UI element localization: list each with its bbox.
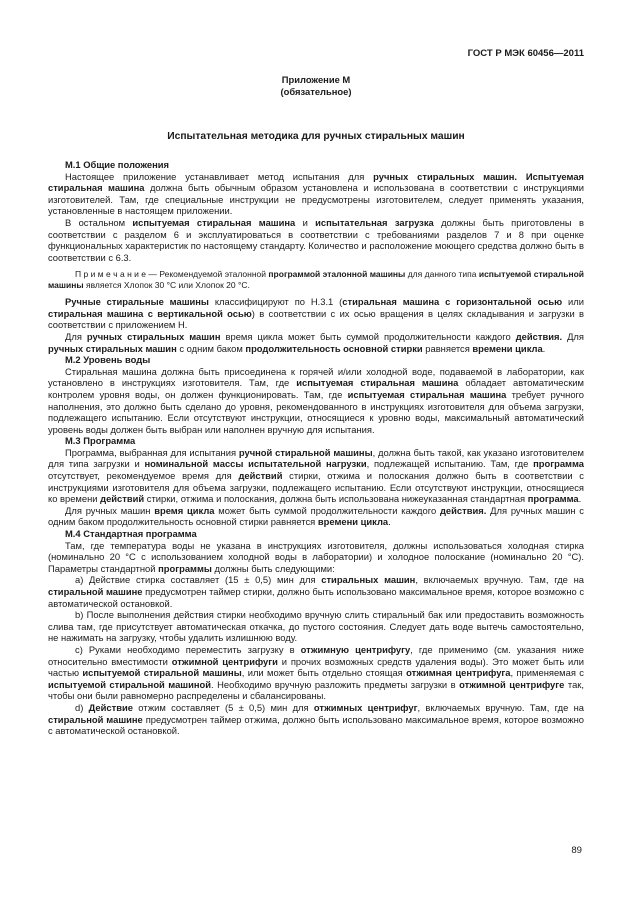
paragraph: a) Действие стирка составляет (15 ± 0,5) мин для стиральных машин, включаемых вручную. Там, где на стиральной машине предусмотрен таймер стирки, должно быть использовано максимальное время, которое возможно с автоматической остановкой. (48, 574, 585, 609)
paragraph: c) Руками необходимо переместить загрузку в отжимную центрифугу, где применимо (см. указания ниже относительно вместимости отжимной центрифуги и прочих возможных средств удаления воды). Это может быть или частью испытуемой стиральной машины, или может быть отдельно стоящая отжимная центрифуга, применяемая с испытуемой стиральной машиной. Необходимо вручную разложить предметы загрузки в отжимной центрифуге так, чтобы они были равномерно распределены и сбалансированы. (48, 643, 584, 702)
appendix-block (48, 74, 584, 97)
paragraph: В остальном испытуемая стиральная машина и испытательная загрузка должны быть приготовлены в соответствии с разделом 6 и эксплуатироваться в соответствии с требованиями разделов 7 и 8 при оценке функциональных характеристик по настоящему стандарту. Количество и расположение моющего средства должно быть в соответствии с 6.3. (48, 216, 584, 263)
appendix-label: Приложение М (281, 74, 351, 85)
paragraph: b) После выполнения действия стирки необходимо вручную слить стиральный бак или предоставить возможность слива там, где присутствует автоматическая откачка, до пустого состояния. Следует дать воде вытечь самостоятельно, не нажимать на загрузку, чтобы удалить излишнюю воду. (48, 609, 584, 644)
section-heading: М.2 Уровень воды (65, 354, 151, 366)
appendix-type: (обязательное) (280, 85, 352, 97)
paragraph: Программа, выбранная для испытания ручной стиральной машины, должна быть такой, как указано изготовителем для типа загрузки и номинальной массы испытательной нагрузки, подлежащей испытанию. Там, где программа отсутствует, рекомендуемое время для действий стирки, отжима и полоскания должно быть в соответствии с инструкциями изготовителя для объема загрузки, подлежащего испытанию. Если отсутствуют инструкции, относящиеся ко времени действий стирки, отжима и полоскания, должна быть использована нижеуказанная стандартная программа. (48, 446, 585, 505)
paragraph: П р и м е ч а н и е — Рекомендуемой эталонной программой эталонной машины для данного типа испытуемой стиральной машины является Хлопок 30 °С или Хлопок 20 °С. (48, 269, 584, 290)
paragraph: Для ручных машин время цикла может быть суммой продолжительности каждого действия. Для ручных машин с одним баком продолжительность основной стирки равняется времени цикла. (48, 504, 584, 528)
paragraph: Настоящее приложение устанавливает метод испытания для ручных стиральных машин. Испытуемая стиральная машина должна быть обычным образом установлена и использована в соответствии с инструкциями изготовителей. Там, где специальные инструкции не предусмотрены изготовителем, следует применять указания, установленные в настоящем приложении. (48, 170, 585, 217)
document-body (48, 159, 584, 737)
paragraph: Для ручных стиральных машин время цикла может быть суммой продолжительности каждого действия. Для ручных стиральных машин с одним баком продолжительность основной стирки равняется времени цикла. (48, 330, 584, 354)
paragraph: Там, где температура воды не указана в инструкциях изготовителя, должны использоваться холодная стирка (номинально 20 °С с использованием холодной воды в лаборатории) и холодное полоскание (номинально 20 °С). Параметры стандартной программы должны быть следующими: (48, 539, 584, 574)
section-heading: М.4 Стандартная программа (65, 528, 197, 540)
paragraph: d) Действие отжим составляет (5 ± 0,5) мин для отжимных центрифуг, включаемых вручную. Там, где на стиральной машине предусмотрен таймер отжима, должно быть использовано максимальное время, которое возможно с автоматической остановкой. (48, 701, 585, 737)
doc-number: ГОСТ Р МЭК 60456—2011 (467, 48, 584, 59)
page-number: 89 (571, 845, 582, 856)
document-title: Испытательная методика для ручных стиральных машин (167, 131, 465, 142)
section-heading: М.3 Программа (65, 435, 136, 447)
paragraph: Ручные стиральные машины классифицируют по Н.3.1 (стиральная машина с горизонтальной осью или стиральная машина с вертикальной осью) в соответствии с их осью вращения в целях складывания и загрузки в соответствии с приложением Н. (48, 296, 584, 331)
paragraph: Стиральная машина должна быть присоединена к горячей и/или холодной воде, подаваемой в лаборатории, как установлено в инструкциях изготовителя. Там, где испытуемая стиральная машина обладает автоматическим контролем уровня воды, он должен функционировать. Там, где испытуемая стиральная машина требует ручного наполнения, это должно быть сделано до уровня, рекомендованного в инструкциях изготовителя для объема загрузки, подлежащего испытанию. Если отсутствуют инструкции, относящиеся к уровню воды, максимальный автоматический уровень воды должен быть выбран или наполнен вручную для испытания. (48, 365, 584, 435)
section-heading: М.1 Общие положения (65, 159, 170, 170)
